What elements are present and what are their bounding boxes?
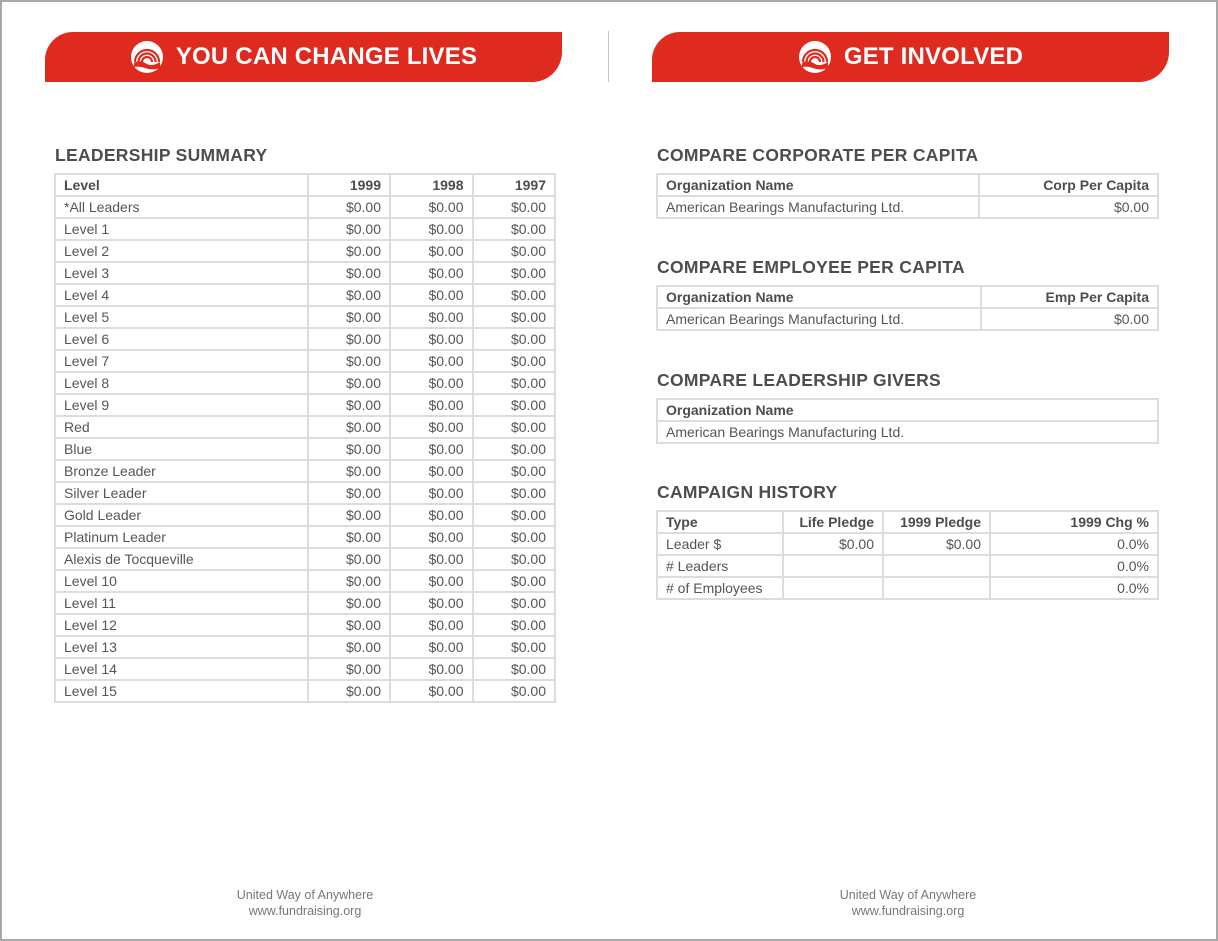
table-row [56, 219, 554, 239]
value-cell: $0.00 [309, 681, 389, 701]
value-cell: $0.00 [474, 197, 555, 217]
table-row [658, 309, 1157, 329]
row-label-cell: Gold Leader [56, 505, 307, 525]
value-cell: $0.00 [391, 505, 471, 525]
table-row [56, 681, 554, 701]
value-cell: $0.00 [309, 461, 389, 481]
table-row [56, 527, 554, 547]
value-cell: $0.00 [391, 483, 471, 503]
value-cell: $0.00 [309, 505, 389, 525]
row-label-cell: Platinum Leader [56, 527, 307, 547]
row-label-cell: Alexis de Tocqueville [56, 549, 307, 569]
value-cell: $0.00 [474, 417, 555, 437]
value-cell: $0.00 [309, 285, 389, 305]
value-cell: 0.0% [991, 534, 1157, 554]
row-label-cell: *All Leaders [56, 197, 307, 217]
value-cell: $0.00 [474, 615, 555, 635]
row-label-cell: Level 9 [56, 395, 307, 415]
org-name-cell: American Bearings Manufacturing Ltd. [658, 197, 978, 217]
value-cell: $0.00 [391, 329, 471, 349]
value-cell: $0.00 [474, 483, 555, 503]
value-cell: $0.00 [391, 395, 471, 415]
value-cell: $0.00 [474, 219, 555, 239]
value-cell [784, 556, 882, 576]
value-cell: $0.00 [391, 659, 471, 679]
value-cell: $0.00 [309, 197, 389, 217]
table-header-row [56, 175, 554, 195]
value-cell: $0.00 [309, 549, 389, 569]
value-cell: $0.00 [309, 263, 389, 283]
banner-divider [608, 31, 609, 82]
table-header-row [658, 175, 1157, 195]
row-label-cell: Bronze Leader [56, 461, 307, 481]
column-header-1999-chg: 1999 Chg % [991, 512, 1157, 532]
value-cell: $0.00 [309, 637, 389, 657]
value-cell: $0.00 [474, 241, 555, 261]
table-row [56, 329, 554, 349]
table-header-row [658, 287, 1157, 307]
table-row [56, 615, 554, 635]
value-cell: $0.00 [391, 637, 471, 657]
leadership-givers-title: COMPARE LEADERSHIP GIVERS [657, 370, 941, 390]
table-row [56, 659, 554, 679]
value-cell: $0.00 [474, 681, 555, 701]
value-cell: $0.00 [309, 395, 389, 415]
leadership-givers-table [656, 398, 1159, 444]
value-cell [784, 578, 882, 598]
value-cell: $0.00 [474, 263, 555, 283]
column-header-1997: 1997 [474, 175, 555, 195]
row-label-cell: Level 15 [56, 681, 307, 701]
value-cell: $0.00 [474, 593, 555, 613]
value-cell: $0.00 [309, 219, 389, 239]
value-cell: $0.00 [391, 219, 471, 239]
table-header-row [658, 400, 1157, 420]
org-name-cell: American Bearings Manufacturing Ltd. [658, 422, 1157, 442]
emp-per-capita-title: COMPARE EMPLOYEE PER CAPITA [657, 257, 965, 277]
value-cell: $0.00 [309, 417, 389, 437]
table-row [56, 395, 554, 415]
table-row [56, 197, 554, 217]
value-cell: $0.00 [391, 307, 471, 327]
table-row [56, 483, 554, 503]
table-row [56, 285, 554, 305]
value-cell: $0.00 [309, 241, 389, 261]
emp-per-capita-table [656, 285, 1159, 331]
emp-per-capita-cell: $0.00 [982, 309, 1157, 329]
table-row [658, 578, 1157, 598]
value-cell: $0.00 [391, 571, 471, 591]
value-cell: $0.00 [474, 505, 555, 525]
value-cell: $0.00 [391, 351, 471, 371]
value-cell: $0.00 [309, 439, 389, 459]
value-cell: $0.00 [309, 527, 389, 547]
table-row [56, 263, 554, 283]
table-row [56, 549, 554, 569]
value-cell: $0.00 [391, 615, 471, 635]
value-cell: $0.00 [474, 549, 555, 569]
banner-title: YOU CAN CHANGE LIVES [175, 43, 478, 70]
column-header-1999-pledge: 1999 Pledge [884, 512, 989, 532]
value-cell: $0.00 [474, 439, 555, 459]
row-label-cell: Blue [56, 439, 307, 459]
table-row [56, 505, 554, 525]
value-cell: $0.00 [474, 571, 555, 591]
value-cell: $0.00 [474, 351, 555, 371]
footer-org-name: United Way of Anywhere [839, 888, 977, 902]
value-cell: $0.00 [474, 461, 555, 481]
value-cell: $0.00 [391, 681, 471, 701]
table-row [56, 593, 554, 613]
table-row [56, 571, 554, 591]
table-row [56, 461, 554, 481]
column-header-org-name: Organization Name [658, 287, 980, 307]
column-header-org-name: Organization Name [658, 400, 1157, 420]
value-cell: $0.00 [391, 549, 471, 569]
column-header-type: Type [658, 512, 782, 532]
campaign-history-table [656, 510, 1159, 600]
row-label-cell: Red [56, 417, 307, 437]
value-cell: $0.00 [474, 373, 555, 393]
value-cell: $0.00 [391, 439, 471, 459]
value-cell: $0.00 [391, 527, 471, 547]
footer-url: www.fundraising.org [851, 904, 965, 918]
table-row [56, 637, 554, 657]
banner-title: GET INVOLVED [843, 43, 1024, 70]
footer-left [155, 887, 455, 919]
corp-per-capita-title: COMPARE CORPORATE PER CAPITA [657, 145, 979, 165]
value-cell: $0.00 [474, 329, 555, 349]
value-cell: $0.00 [309, 593, 389, 613]
row-label-cell: Level 5 [56, 307, 307, 327]
row-label-cell: Level 3 [56, 263, 307, 283]
table-row [658, 197, 1157, 217]
row-label-cell: Level 4 [56, 285, 307, 305]
column-header-org-name: Organization Name [658, 175, 978, 195]
value-cell: $0.00 [391, 373, 471, 393]
value-cell: 0.0% [991, 578, 1157, 598]
value-cell: $0.00 [474, 527, 555, 547]
row-label-cell: # Leaders [658, 556, 782, 576]
row-label-cell: Level 2 [56, 241, 307, 261]
row-label-cell: Level 12 [56, 615, 307, 635]
row-label-cell: # of Employees [658, 578, 782, 598]
campaign-history-title: CAMPAIGN HISTORY [657, 482, 838, 502]
column-header-corp-per-capita: Corp Per Capita [980, 175, 1157, 195]
value-cell: $0.00 [309, 659, 389, 679]
table-row [658, 556, 1157, 576]
value-cell: $0.00 [309, 615, 389, 635]
org-name-cell: American Bearings Manufacturing Ltd. [658, 309, 980, 329]
column-header-level: Level [56, 175, 307, 195]
united-way-hand-icon [130, 40, 164, 74]
value-cell: $0.00 [391, 285, 471, 305]
row-label-cell: Leader $ [658, 534, 782, 554]
value-cell: $0.00 [391, 263, 471, 283]
row-label-cell: Silver Leader [56, 483, 307, 503]
column-header-life-pledge: Life Pledge [784, 512, 882, 532]
row-label-cell: Level 7 [56, 351, 307, 371]
table-row [56, 241, 554, 261]
footer-right [758, 887, 1058, 919]
footer-org-name: United Way of Anywhere [236, 888, 374, 902]
united-way-hand-icon [798, 40, 832, 74]
table-row [56, 307, 554, 327]
row-label-cell: Level 1 [56, 219, 307, 239]
row-label-cell: Level 11 [56, 593, 307, 613]
table-row [658, 534, 1157, 554]
value-cell: $0.00 [391, 241, 471, 261]
value-cell: $0.00 [391, 593, 471, 613]
table-row [56, 417, 554, 437]
corp-per-capita-table [656, 173, 1159, 219]
value-cell: $0.00 [309, 571, 389, 591]
row-label-cell: Level 13 [56, 637, 307, 657]
value-cell: $0.00 [884, 534, 989, 554]
footer-url: www.fundraising.org [248, 904, 362, 918]
value-cell: $0.00 [391, 197, 471, 217]
row-label-cell: Level 14 [56, 659, 307, 679]
value-cell [884, 556, 989, 576]
leadership-summary-table [54, 173, 556, 703]
value-cell: $0.00 [391, 461, 471, 481]
value-cell: $0.00 [474, 637, 555, 657]
table-row [56, 351, 554, 371]
table-row [56, 373, 554, 393]
value-cell: $0.00 [309, 373, 389, 393]
row-label-cell: Level 6 [56, 329, 307, 349]
table-header-row [658, 512, 1157, 532]
row-label-cell: Level 10 [56, 571, 307, 591]
column-header-emp-per-capita: Emp Per Capita [982, 287, 1157, 307]
value-cell: $0.00 [309, 351, 389, 371]
value-cell: $0.00 [784, 534, 882, 554]
value-cell: $0.00 [474, 659, 555, 679]
value-cell: 0.0% [991, 556, 1157, 576]
corp-per-capita-cell: $0.00 [980, 197, 1157, 217]
column-header-1999: 1999 [309, 175, 389, 195]
value-cell: $0.00 [391, 417, 471, 437]
column-header-1998: 1998 [391, 175, 471, 195]
row-label-cell: Level 8 [56, 373, 307, 393]
banner-get-involved [652, 32, 1169, 82]
value-cell: $0.00 [309, 483, 389, 503]
value-cell [884, 578, 989, 598]
value-cell: $0.00 [309, 307, 389, 327]
value-cell: $0.00 [474, 307, 555, 327]
value-cell: $0.00 [474, 285, 555, 305]
value-cell: $0.00 [474, 395, 555, 415]
banner-you-can-change-lives [45, 32, 562, 82]
table-row [56, 439, 554, 459]
table-row [658, 422, 1157, 442]
leadership-summary-title: LEADERSHIP SUMMARY [55, 145, 268, 165]
value-cell: $0.00 [309, 329, 389, 349]
